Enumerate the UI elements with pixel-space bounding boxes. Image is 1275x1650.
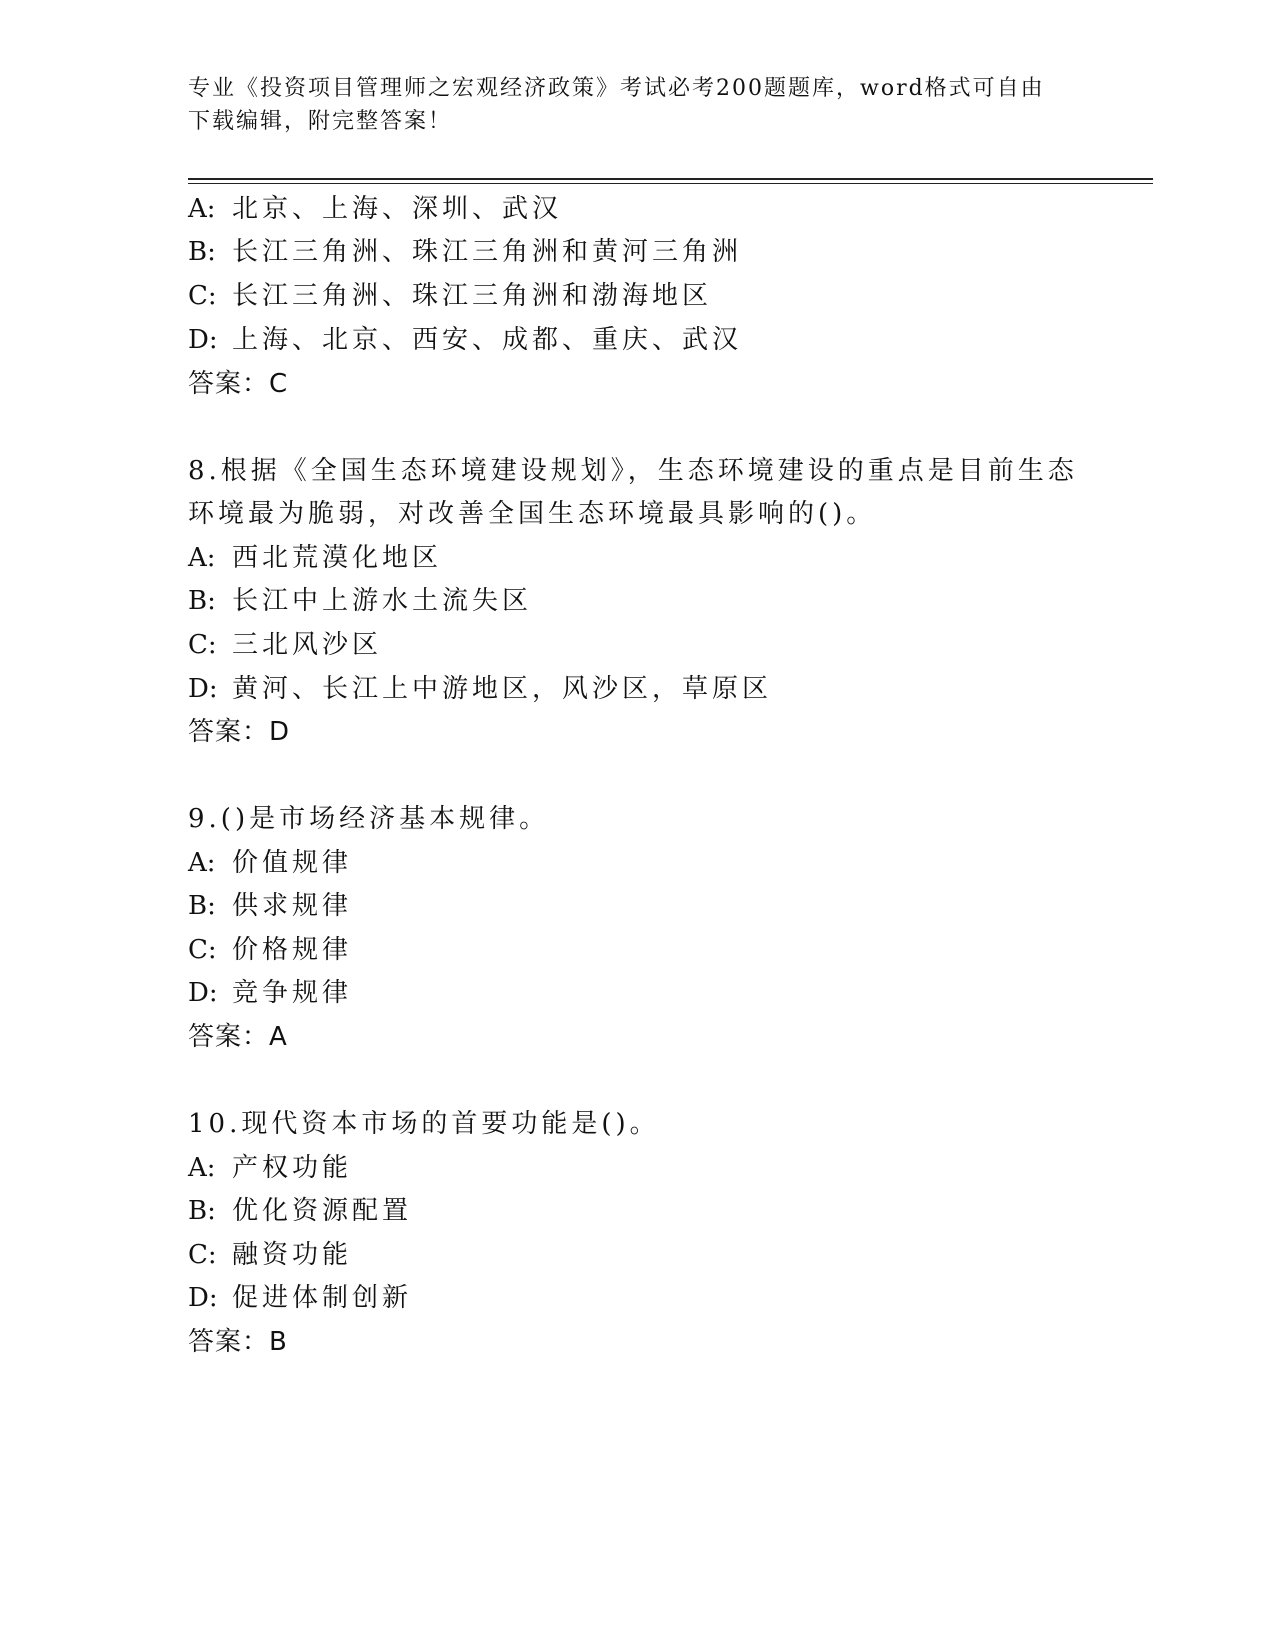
q8-stem-line-2: 环境最为脆弱，对改善全国生态环境最具影响的()。 [188, 499, 877, 529]
q9-option-d: D: 竞争规律 [188, 978, 353, 1008]
q7-option-a: A: 北京、上海、深圳、武汉 [188, 194, 563, 224]
q10-option-a: A: 产权功能 [188, 1153, 353, 1183]
q9-option-c: C: 价格规律 [188, 935, 353, 965]
q8-answer: 答案：D [188, 717, 291, 747]
q8-option-b: B: 长江中上游水土流失区 [188, 586, 533, 616]
q7-option-b: B: 长江三角洲、珠江三角洲和黄河三角洲 [188, 237, 743, 267]
q9-option-a: A: 价值规律 [188, 848, 353, 878]
header-divider [188, 178, 1153, 180]
q9-stem-line-1: 9.()是市场经济基本规律。 [188, 804, 550, 834]
q7-answer: 答案：C [188, 369, 289, 399]
q7-option-d: D: 上海、北京、西安、成都、重庆、武汉 [188, 325, 743, 355]
q8-option-d: D: 黄河、长江上中游地区，风沙区，草原区 [188, 674, 773, 704]
q10-stem-line-1: 10.现代资本市场的首要功能是()。 [188, 1109, 660, 1139]
q8-option-c: C: 三北风沙区 [188, 630, 383, 660]
document-header [188, 72, 1088, 138]
q9-option-b: B: 供求规律 [188, 891, 353, 921]
q8-stem-line-1: 8.根据《全国生态环境建设规划》，生态环境建设的重点是目前生态 [188, 456, 1078, 486]
q9-answer: 答案：A [188, 1022, 288, 1052]
header-divider-thin [188, 183, 1153, 184]
q8-option-a: A: 西北荒漠化地区 [188, 543, 443, 573]
q10-option-d: D: 促进体制创新 [188, 1283, 413, 1313]
header-line-2: 下载编辑，附完整答案！ [188, 109, 453, 134]
q10-option-b: B: 优化资源配置 [188, 1196, 413, 1226]
header-line-1: 专业《投资项目管理师之宏观经济政策》考试必考200题题库，word格式可自由 [188, 76, 1045, 101]
q10-answer: 答案：B [188, 1327, 288, 1357]
q7-option-c: C: 长江三角洲、珠江三角洲和渤海地区 [188, 281, 713, 311]
q10-option-c: C: 融资功能 [188, 1240, 353, 1270]
